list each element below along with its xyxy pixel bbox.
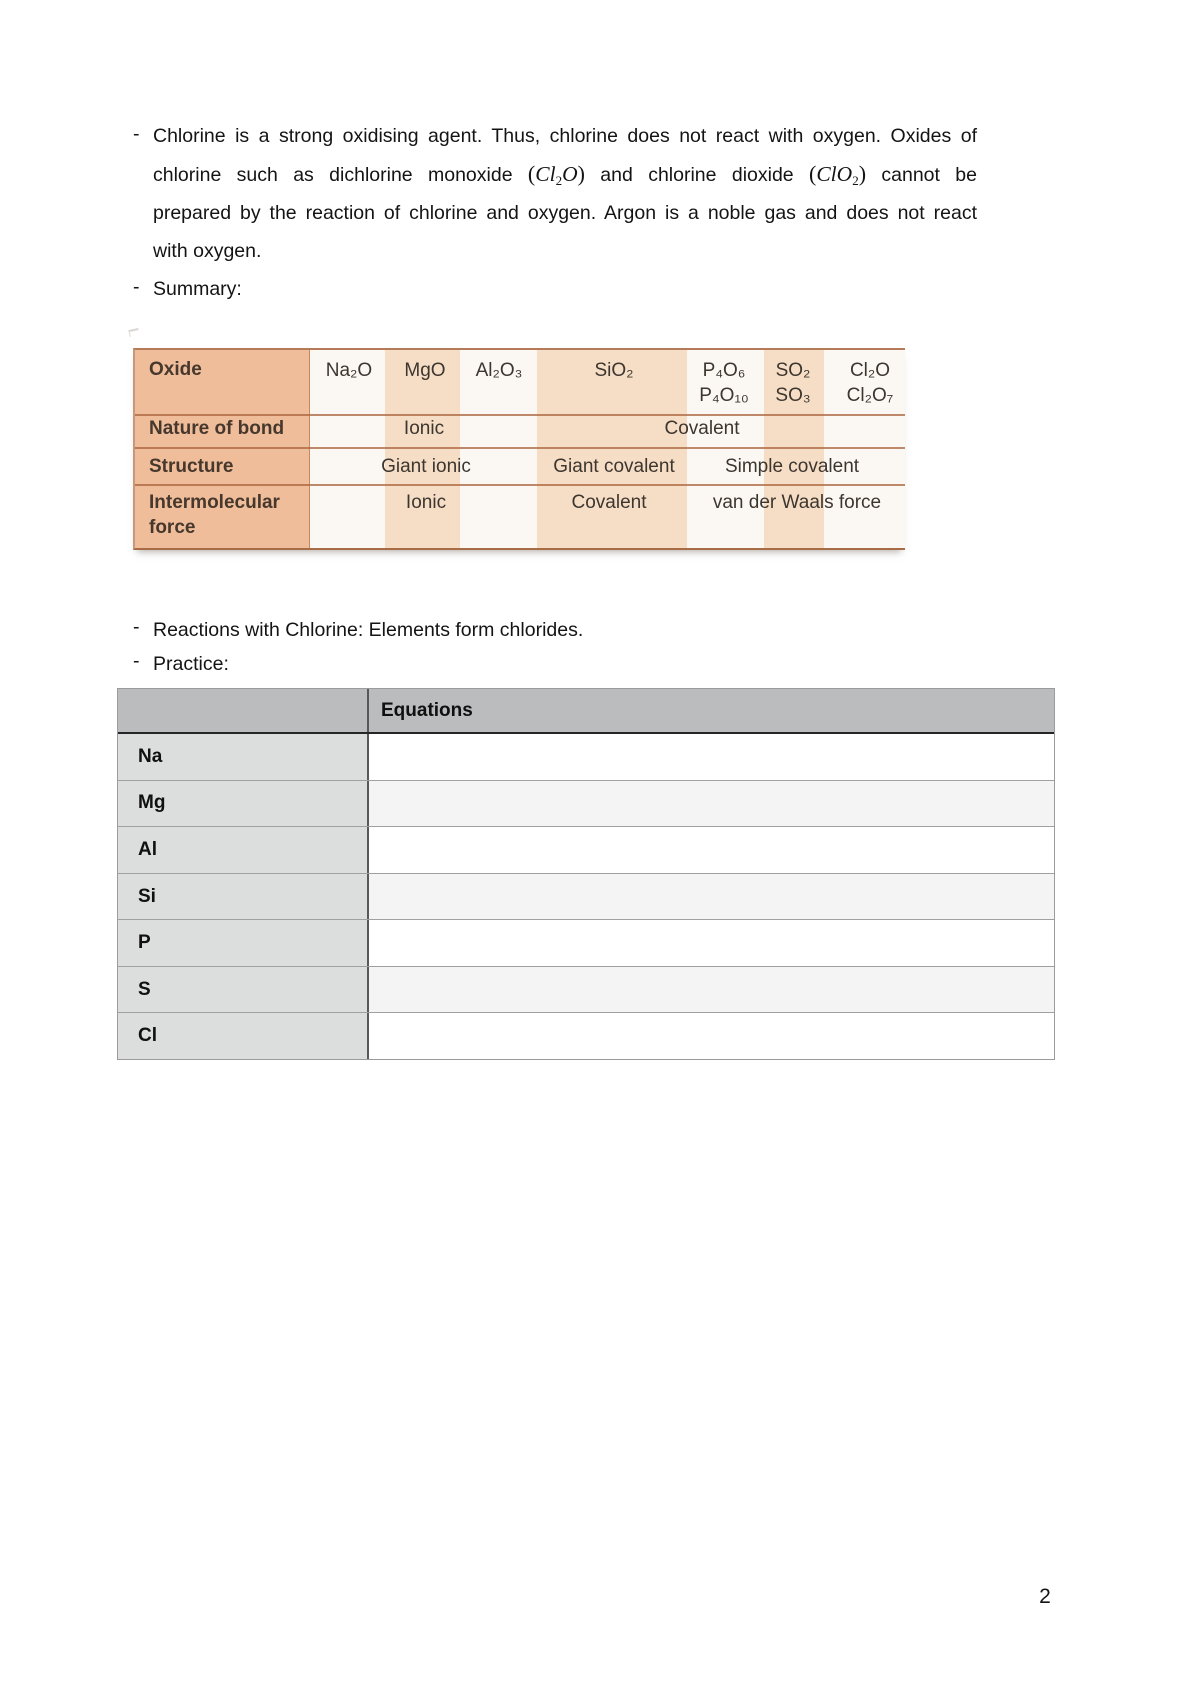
structure-giant-covalent: Giant covalent xyxy=(553,456,675,477)
reactions-line: Reactions with Chlorine: Elements form chlorides. xyxy=(153,619,584,641)
bullet-summary xyxy=(133,270,977,308)
table-row xyxy=(118,966,1054,1013)
table-header-row xyxy=(118,689,1054,734)
element-label-na: Na xyxy=(118,734,369,780)
table-row xyxy=(118,1012,1054,1059)
oxide-formula: Al₂O₃ xyxy=(475,360,523,381)
text-segment: chlorine such as dichlorine monoxide xyxy=(153,164,528,186)
row-label-intermolecular-force: Intermolecular force xyxy=(149,492,280,538)
bullet-dash: - xyxy=(133,123,140,145)
force-van-der-waals: van der Waals force xyxy=(712,492,882,513)
practice-equations-table xyxy=(117,688,1055,1060)
oxide-formula: P₄O₁₀ xyxy=(699,385,749,406)
oxide-formula: Cl₂O₇ xyxy=(846,385,894,406)
table-row xyxy=(118,780,1054,827)
equation-cell-s[interactable] xyxy=(369,967,1054,1013)
element-label-cl: Cl xyxy=(118,1013,369,1059)
oxide-formula: SO₃ xyxy=(775,385,811,406)
row-label-nature-of-bond: Nature of bond xyxy=(149,418,285,439)
element-label-p: P xyxy=(118,920,369,966)
bullet-dash: - xyxy=(133,650,140,672)
reactions-block xyxy=(133,613,977,681)
paragraph-line-2 xyxy=(153,155,977,194)
header-empty-cell xyxy=(118,689,369,732)
equation-cell-na[interactable] xyxy=(369,734,1054,780)
table-rule xyxy=(135,447,905,449)
force-covalent: Covalent xyxy=(571,492,647,513)
row-label-structure: Structure xyxy=(149,456,234,477)
paragraph-line-4: with oxygen. xyxy=(153,240,262,262)
bullet-practice xyxy=(133,647,977,681)
oxide-formula: SiO₂ xyxy=(594,360,634,381)
equation-cell-si[interactable] xyxy=(369,874,1054,920)
row-label-oxide: Oxide xyxy=(149,359,202,380)
oxide-formula: MgO xyxy=(404,360,446,381)
force-ionic: Ionic xyxy=(405,492,447,513)
table-row xyxy=(118,873,1054,920)
element-label-mg: Mg xyxy=(118,781,369,827)
equation-cell-p[interactable] xyxy=(369,920,1054,966)
table-row xyxy=(118,734,1054,780)
page-number: 2 xyxy=(1039,1585,1051,1608)
equation-cell-cl[interactable] xyxy=(369,1013,1054,1059)
text-segment: cannot be xyxy=(866,164,977,186)
element-label-si: Si xyxy=(118,874,369,920)
table-rule xyxy=(135,484,905,486)
bond-ionic: Ionic xyxy=(403,418,445,439)
practice-label: Practice: xyxy=(153,653,229,675)
header-equations-cell: Equations xyxy=(369,689,1054,732)
structure-simple-covalent: Simple covalent xyxy=(724,456,860,477)
paragraph-line-3: prepared by the reaction of chlorine and oxygen. Argon is a noble gas and does not react xyxy=(153,202,977,224)
oxide-summary-table xyxy=(133,348,905,550)
bond-covalent: Covalent xyxy=(664,418,740,439)
oxide-formula: SO₂ xyxy=(775,360,811,381)
oxide-formula: Na₂O xyxy=(325,360,373,381)
bullet-chlorine-paragraph xyxy=(133,117,977,270)
table-row xyxy=(118,826,1054,873)
formula-cl2o: $(Cl_2O)$ xyxy=(527,161,585,188)
bullet-dash: - xyxy=(133,276,140,298)
oxide-formula: Cl₂O xyxy=(849,360,891,381)
scan-artifact xyxy=(128,328,139,337)
element-label-s: S xyxy=(118,967,369,1013)
formula-clo2: (ClO$_2$) xyxy=(809,161,867,188)
summary-label: Summary: xyxy=(153,278,242,300)
equation-cell-mg[interactable] xyxy=(369,781,1054,827)
equation-cell-al[interactable] xyxy=(369,827,1054,873)
text-segment: and chlorine dioxide xyxy=(584,164,810,186)
notes-paragraph-block xyxy=(133,117,977,308)
structure-giant-ionic: Giant ionic xyxy=(381,456,471,477)
table-row xyxy=(118,919,1054,966)
paragraph-line-1: Chlorine is a strong oxidising agent. Thus, chlorine does not react with oxygen. Oxides of xyxy=(153,125,977,147)
oxide-formula: P₄O₆ xyxy=(702,360,746,381)
bullet-text xyxy=(153,117,977,270)
bullet-dash: - xyxy=(133,616,140,638)
element-label-al: Al xyxy=(118,827,369,873)
bullet-reactions xyxy=(133,613,977,647)
